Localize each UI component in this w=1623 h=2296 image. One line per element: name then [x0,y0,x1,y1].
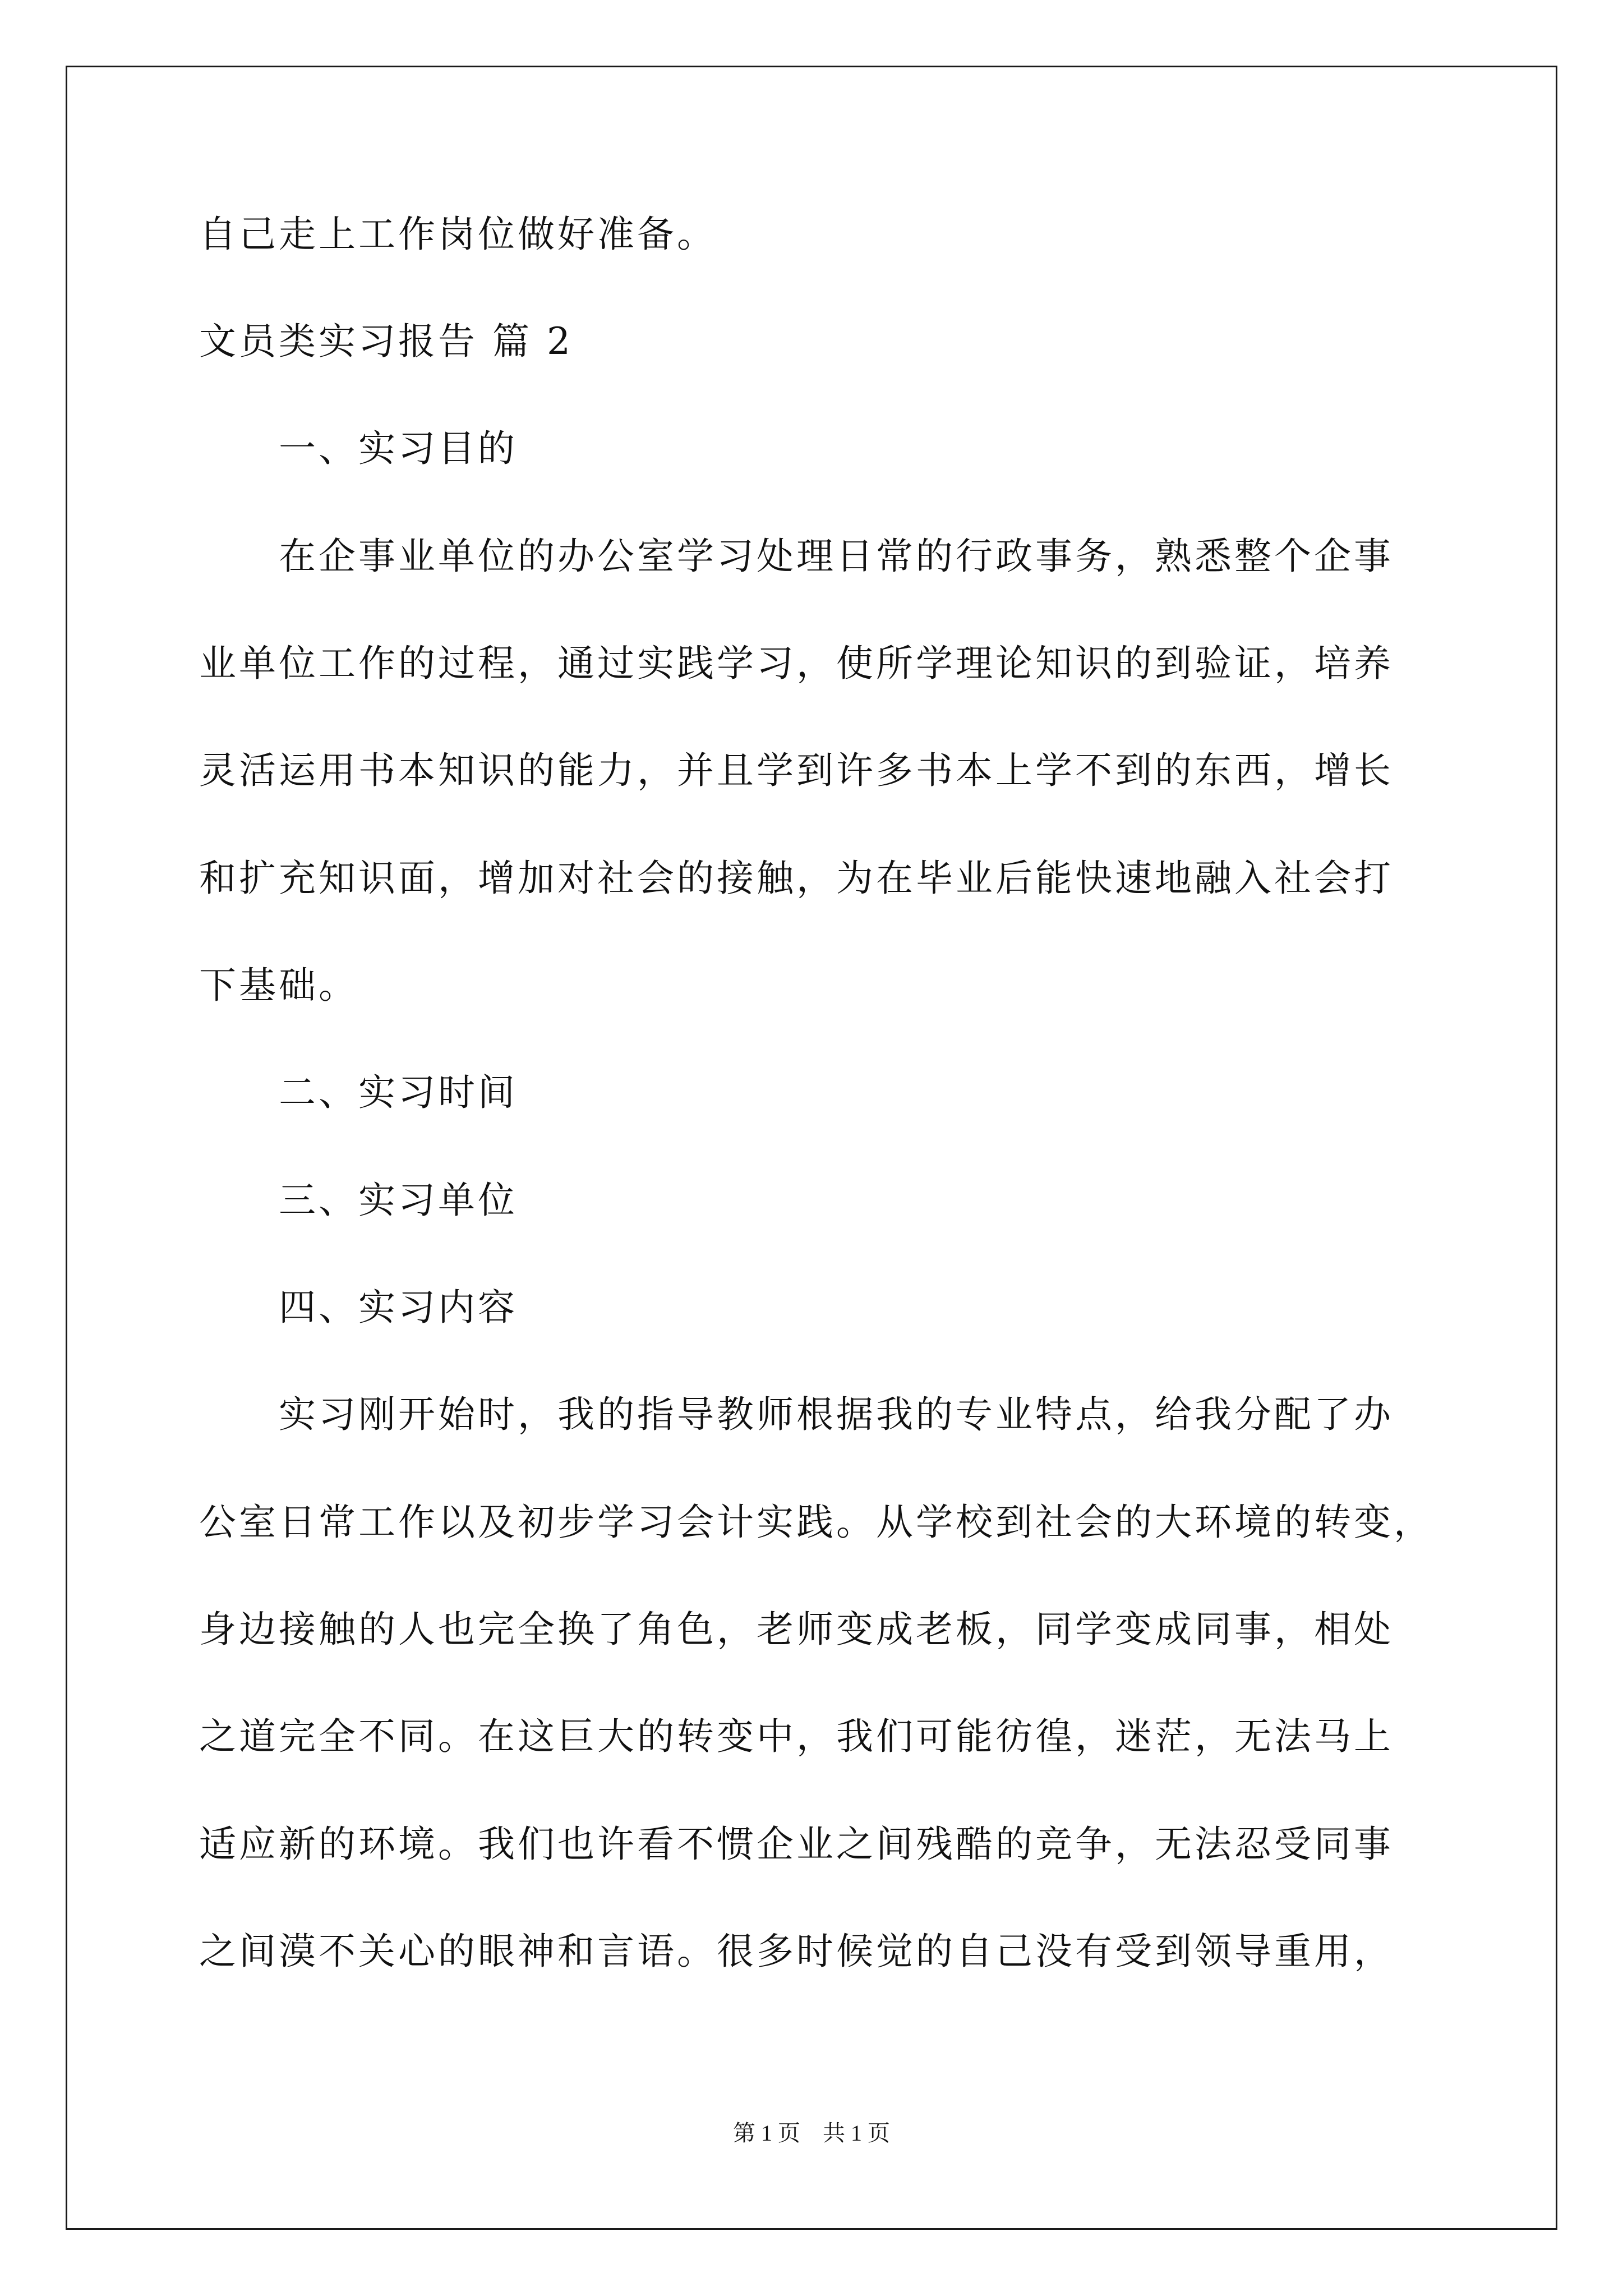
section-heading: 文员类实习报告 篇 2 [199,320,573,363]
text-line: 身边接触的人也完全换了角色，老师变成老板，同学变成同事，相处 [199,1608,1394,1651]
subsection-heading: 二、实习时间 [199,1071,518,1114]
text-line: 在企事业单位的办公室学习处理日常的行政事务，熟悉整个企事 [199,535,1394,578]
text-line: 业单位工作的过程，通过实践学习，使所学理论知识的到验证，培养 [199,642,1394,685]
subsection-heading: 一、实习目的 [199,427,518,470]
text-line: 公室日常工作以及初步学习会计实践。从学校到社会的大环境的转变， [199,1501,1433,1544]
subsection-heading: 四、实习内容 [199,1286,518,1329]
text-line: 之间漠不关心的眼神和言语。很多时候觉的自己没有受到领导重用， [199,1930,1394,1973]
page-border [66,66,1557,2230]
text-line: 下基础。 [199,964,358,1007]
text-line: 自己走上工作岗位做好准备。 [199,213,717,256]
text-line: 和扩充知识面，增加对社会的接触，为在毕业后能快速地融入社会打 [199,857,1394,900]
text-line: 适应新的环境。我们也许看不惯企业之间残酷的竞争，无法忍受同事 [199,1823,1394,1866]
subsection-heading: 三、实习单位 [199,1179,518,1222]
page-footer: 第 1 页 共 1 页 [733,2120,890,2146]
text-line: 之道完全不同。在这巨大的转变中，我们可能彷徨，迷茫，无法马上 [199,1715,1394,1758]
text-line: 灵活运用书本知识的能力，并且学到许多书本上学不到的东西，增长 [199,749,1394,792]
text-line: 实习刚开始时，我的指导教师根据我的专业特点，给我分配了办 [199,1393,1394,1436]
